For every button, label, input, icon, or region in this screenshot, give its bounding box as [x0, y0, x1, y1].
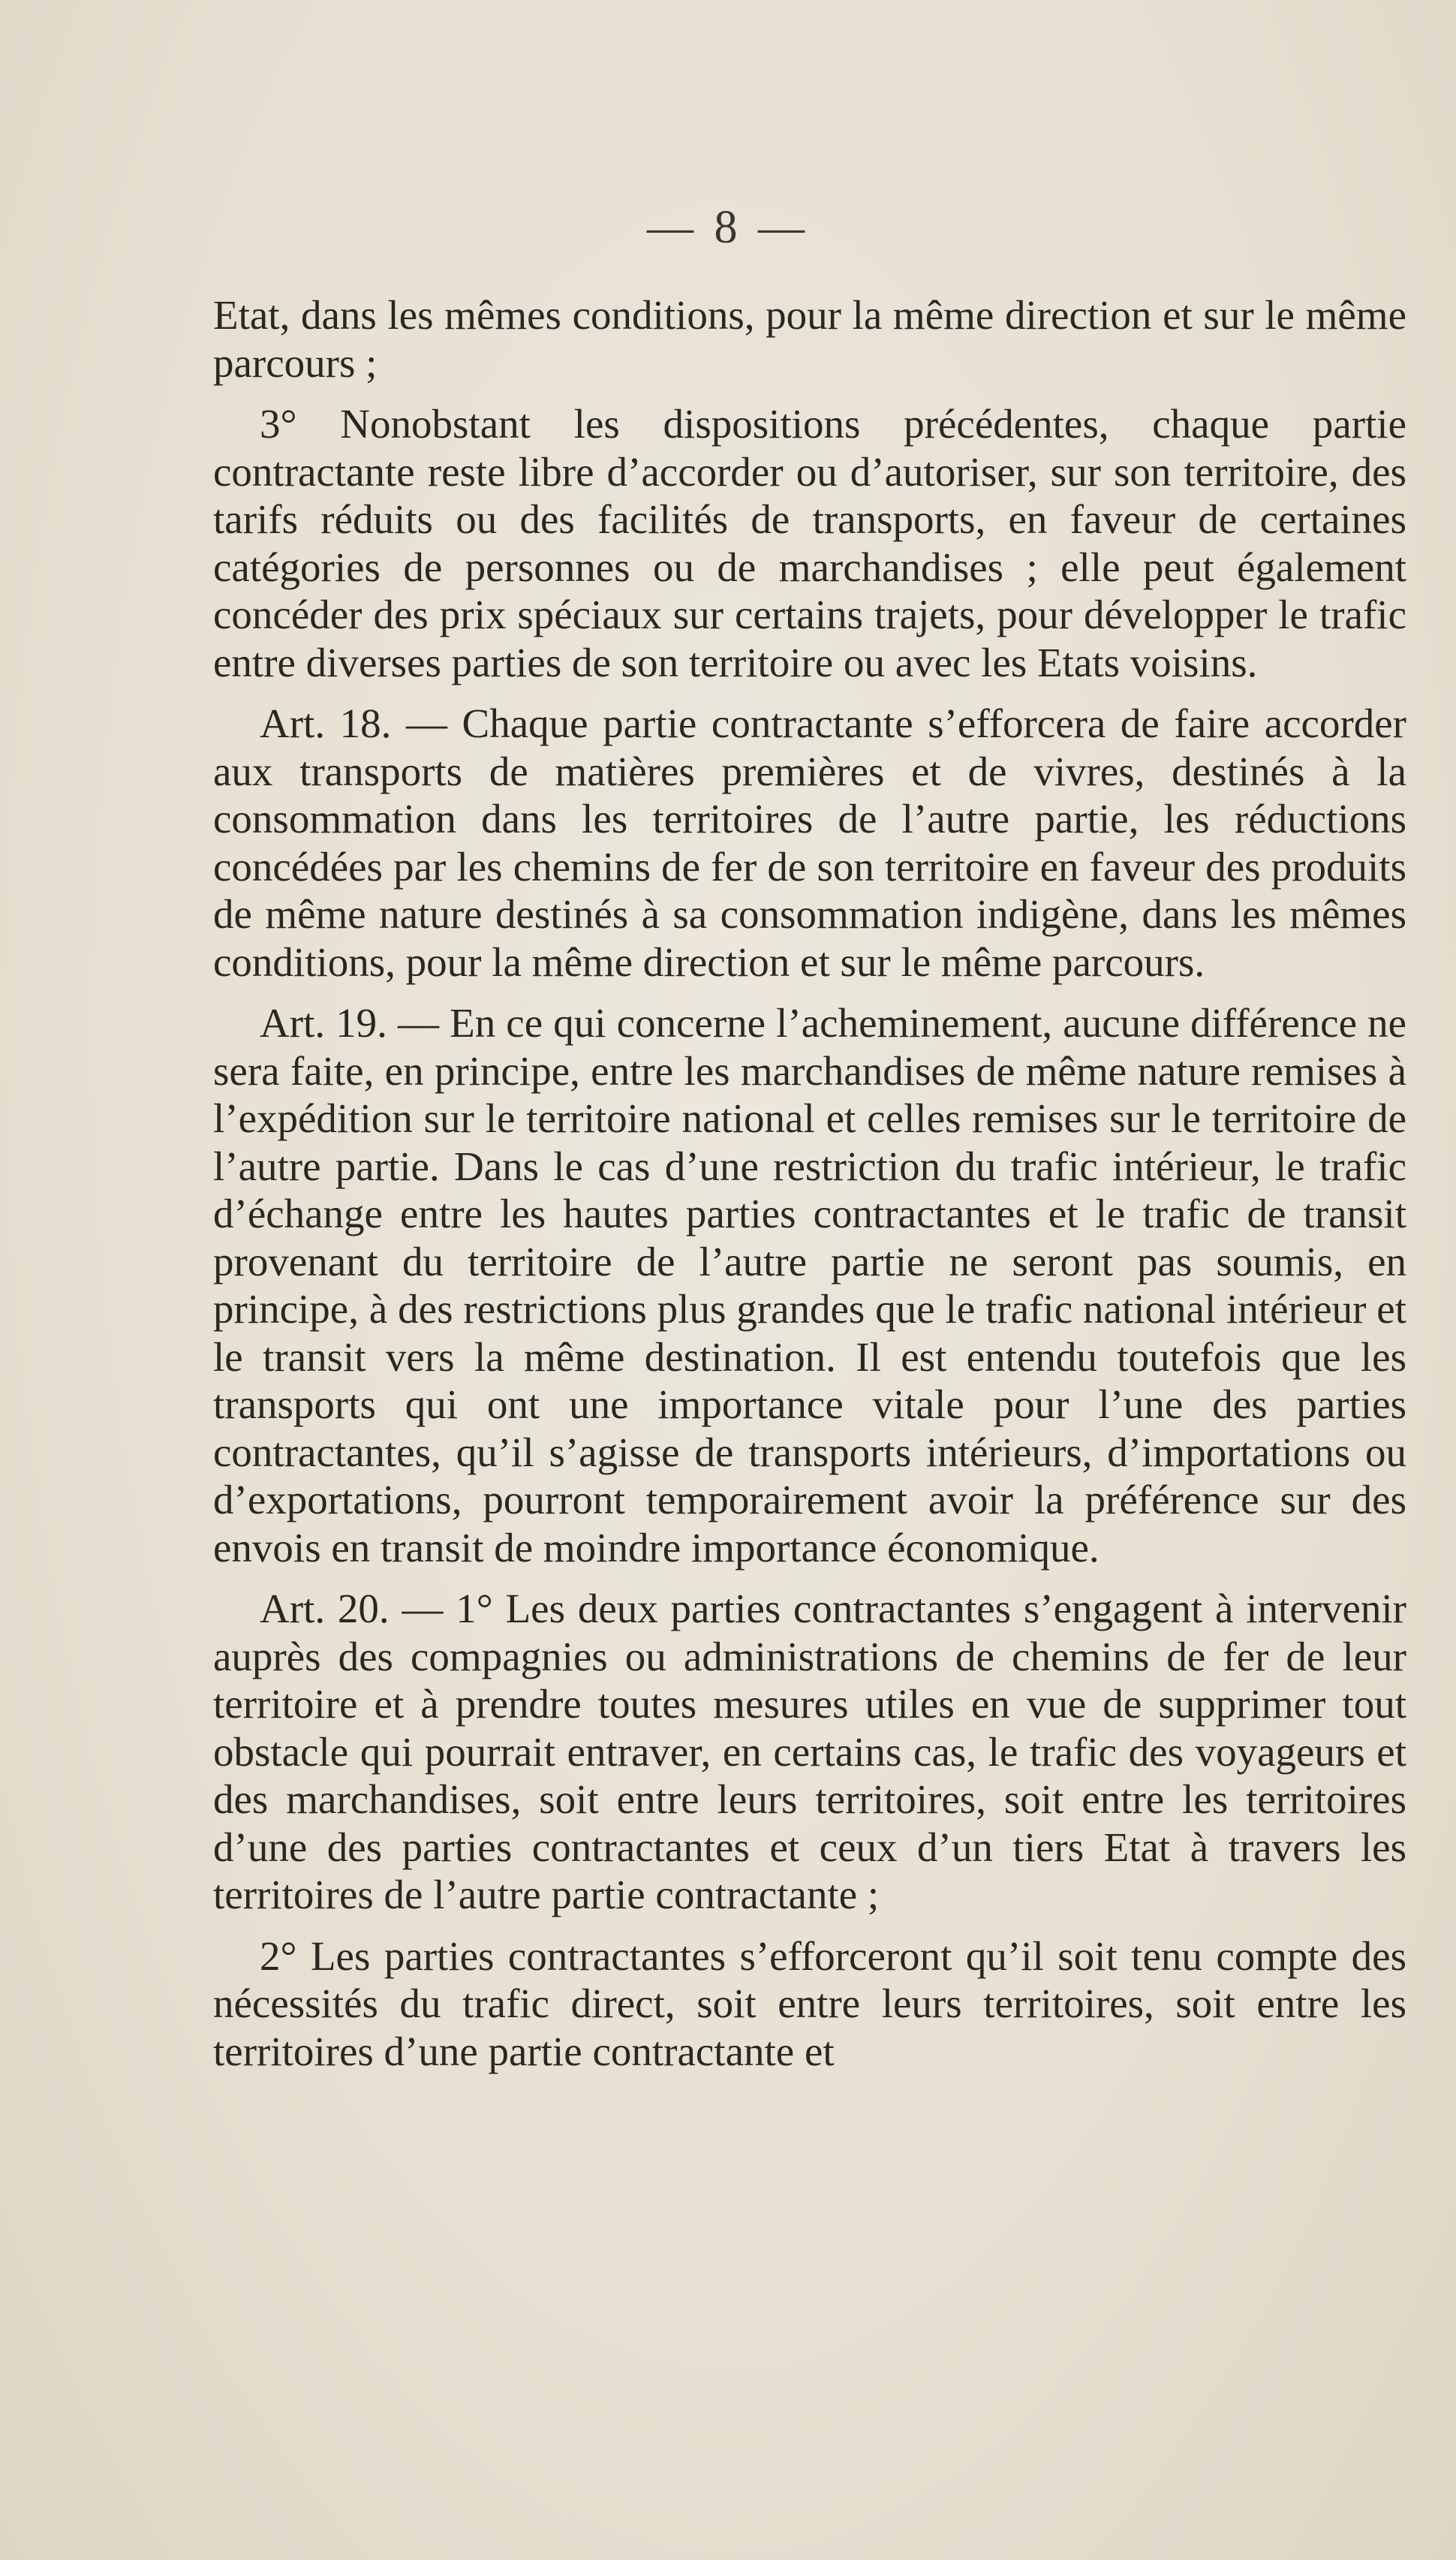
- paragraph-article-20: Art. 20. — 1° Les deux parties contractantes s’engagent à intervenir auprès des compagnies ou administrations de chemins de fer de leur territoire et à prendre toutes mesures utiles en vue de supprimer tout obstacle qui pourrait entraver, en certains cas, le trafic des voyageurs et des marchandises, soit entre leurs territoires, soit entre les territoires d’une des parties contractantes et ceux d’un tiers Etat à travers les territoires de l’autre partie contractante ;: [213, 1586, 1406, 1917]
- paragraph-continuation: Etat, dans les mêmes conditions, pour la même direction et sur le même parcours ;: [213, 292, 1406, 386]
- page-number: — 8 —: [647, 202, 809, 253]
- paragraph-item-2: 2° Les parties contractantes s’efforceront qu’il soit tenu compte des nécessités du trafic direct, soit entre leurs territoires, soit entre les territoires d’une partie contractante et: [213, 1932, 1406, 2074]
- body-text: [213, 291, 1406, 2075]
- paragraph-item-3: 3° Nonobstant les dispositions précédentes, chaque partie contractante reste libre d’accorder ou d’autoriser, sur son territoire, des tarifs réduits ou des facilités de transports, en faveur de certaines catégories de personnes ou de marchandises ; elle peut également concéder des prix spéciaux sur certains trajets, pour développer le trafic entre diverses parties de son territoire ou avec les Etats voisins.: [213, 401, 1406, 685]
- paragraph-article-19: Art. 19. — En ce qui concerne l’acheminement, aucune différence ne sera faite, en principe, entre les marchandises de même nature remises à l’expédition sur le territoire national et celles remises sur le territoire de l’autre partie. Dans le cas d’une restriction du trafic intérieur, le trafic d’échange entre les hautes parties contractantes et le trafic de transit provenant du territoire de l’autre partie ne seront pas soumis, en principe, à des restrictions plus grandes que le trafic national intérieur et le transit vers la même destination. Il est entendu toutefois que les transports qui ont une importance vitale pour l’une des parties contractantes, qu’il s’agisse de transports intérieurs, d’importations ou d’exportations, pourront temporairement avoir la préférence sur des envois en transit de moindre importance économique.: [213, 1000, 1406, 1571]
- paragraph-article-18: Art. 18. — Chaque partie contractante s’efforcera de faire accorder aux transports de matières premières et de vivres, destinés à la consommation dans les territoires de l’autre partie, les réductions concédées par les chemins de fer de son territoire en faveur des produits de même nature destinés à sa consommation indigène, dans les mêmes conditions, pour la même direction et sur le même parcours.: [213, 700, 1406, 985]
